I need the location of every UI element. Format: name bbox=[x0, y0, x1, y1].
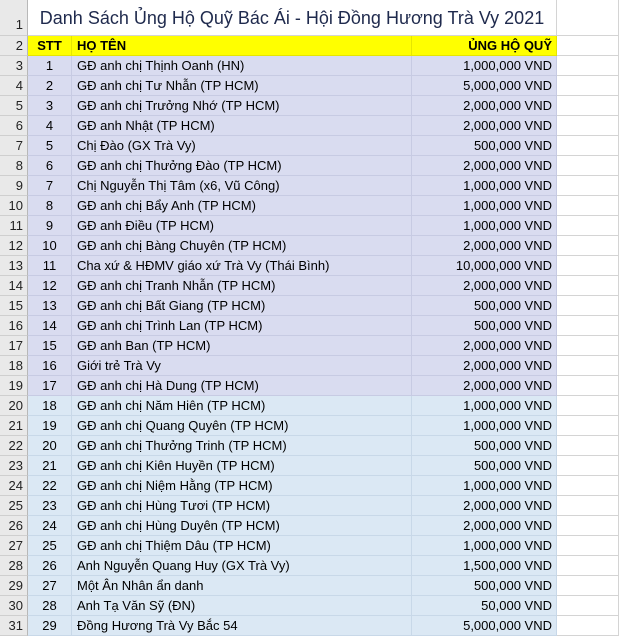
amount-cell[interactable]: 2,000,000 VND bbox=[412, 376, 557, 396]
stt-cell[interactable]: 29 bbox=[28, 616, 72, 636]
table-row bbox=[0, 416, 619, 436]
sheet-title[interactable]: Danh Sách Ủng Hộ Quỹ Bác Ái - Hội Đồng Hương Trà Vy 2021 bbox=[28, 0, 557, 36]
table-row bbox=[0, 576, 619, 596]
header-stt[interactable]: STT bbox=[28, 36, 72, 56]
empty-cell[interactable] bbox=[557, 196, 619, 216]
empty-cell[interactable] bbox=[557, 496, 619, 516]
row-header[interactable]: 1 bbox=[0, 0, 28, 36]
row-header[interactable]: 31 bbox=[0, 616, 28, 636]
stt-cell[interactable]: 12 bbox=[28, 276, 72, 296]
table-row bbox=[0, 296, 619, 316]
amount-cell[interactable]: 1,000,000 VND bbox=[412, 176, 557, 196]
amount-cell[interactable]: 500,000 VND bbox=[412, 136, 557, 156]
name-cell[interactable]: GĐ anh chị Hùng Duyên (TP HCM) bbox=[72, 516, 412, 536]
name-cell[interactable]: GĐ anh chị Quang Quyên (TP HCM) bbox=[72, 416, 412, 436]
empty-cell[interactable] bbox=[557, 236, 619, 256]
stt-cell[interactable]: 7 bbox=[28, 176, 72, 196]
row-header[interactable]: 18 bbox=[0, 356, 28, 376]
amount-cell[interactable]: 500,000 VND bbox=[412, 576, 557, 596]
table-row bbox=[0, 256, 619, 276]
stt-cell[interactable]: 16 bbox=[28, 356, 72, 376]
name-cell[interactable]: GĐ anh chị Trưởng Nhớ (TP HCM) bbox=[72, 96, 412, 116]
row-header[interactable]: 15 bbox=[0, 296, 28, 316]
amount-cell[interactable]: 1,000,000 VND bbox=[412, 416, 557, 436]
table-row bbox=[0, 176, 619, 196]
name-cell[interactable]: GĐ anh Điều (TP HCM) bbox=[72, 216, 412, 236]
empty-cell[interactable] bbox=[557, 376, 619, 396]
amount-cell[interactable]: 2,000,000 VND bbox=[412, 496, 557, 516]
table-row bbox=[0, 356, 619, 376]
row-header[interactable]: 20 bbox=[0, 396, 28, 416]
empty-cell[interactable] bbox=[557, 216, 619, 236]
stt-cell[interactable]: 26 bbox=[28, 556, 72, 576]
row-header[interactable]: 6 bbox=[0, 116, 28, 136]
stt-cell[interactable]: 3 bbox=[28, 96, 72, 116]
table-row bbox=[0, 56, 619, 76]
stt-cell[interactable]: 24 bbox=[28, 516, 72, 536]
empty-cell[interactable] bbox=[557, 76, 619, 96]
empty-cell[interactable] bbox=[557, 116, 619, 136]
row-header[interactable]: 7 bbox=[0, 136, 28, 156]
empty-cell[interactable] bbox=[557, 276, 619, 296]
empty-cell[interactable] bbox=[557, 536, 619, 556]
empty-cell[interactable] bbox=[557, 316, 619, 336]
stt-cell[interactable]: 15 bbox=[28, 336, 72, 356]
row-header[interactable]: 23 bbox=[0, 456, 28, 476]
stt-cell[interactable]: 13 bbox=[28, 296, 72, 316]
empty-cell[interactable] bbox=[557, 456, 619, 476]
stt-cell[interactable]: 28 bbox=[28, 596, 72, 616]
amount-cell[interactable]: 500,000 VND bbox=[412, 296, 557, 316]
empty-cell[interactable] bbox=[557, 516, 619, 536]
row-header[interactable]: 26 bbox=[0, 516, 28, 536]
row-header[interactable]: 2 bbox=[0, 36, 28, 56]
row-header[interactable]: 9 bbox=[0, 176, 28, 196]
amount-cell[interactable]: 1,000,000 VND bbox=[412, 196, 557, 216]
row-header[interactable]: 28 bbox=[0, 556, 28, 576]
stt-cell[interactable]: 20 bbox=[28, 436, 72, 456]
table-row bbox=[0, 456, 619, 476]
table-row bbox=[0, 396, 619, 416]
amount-cell[interactable]: 2,000,000 VND bbox=[412, 116, 557, 136]
stt-cell[interactable]: 6 bbox=[28, 156, 72, 176]
name-cell[interactable]: Chị Đào (GX Trà Vy) bbox=[72, 136, 412, 156]
stt-cell[interactable]: 14 bbox=[28, 316, 72, 336]
table-row bbox=[0, 136, 619, 156]
amount-cell[interactable]: 500,000 VND bbox=[412, 456, 557, 476]
row-header[interactable]: 4 bbox=[0, 76, 28, 96]
row-header[interactable]: 12 bbox=[0, 236, 28, 256]
name-cell[interactable]: GĐ anh chị Tư Nhẫn (TP HCM) bbox=[72, 76, 412, 96]
name-cell[interactable]: GĐ anh chị Bất Giang (TP HCM) bbox=[72, 296, 412, 316]
table-row bbox=[0, 496, 619, 516]
amount-cell[interactable]: 2,000,000 VND bbox=[412, 356, 557, 376]
table-row bbox=[0, 376, 619, 396]
table-row bbox=[0, 316, 619, 336]
name-cell[interactable]: Giới trẻ Trà Vy bbox=[72, 356, 412, 376]
name-cell[interactable]: GĐ anh chị Tranh Nhẫn (TP HCM) bbox=[72, 276, 412, 296]
name-cell[interactable]: GĐ anh chị Bẩy Anh (TP HCM) bbox=[72, 196, 412, 216]
amount-cell[interactable]: 500,000 VND bbox=[412, 436, 557, 456]
stt-cell[interactable]: 21 bbox=[28, 456, 72, 476]
row-header[interactable]: 30 bbox=[0, 596, 28, 616]
empty-cell[interactable] bbox=[557, 596, 619, 616]
stt-cell[interactable]: 4 bbox=[28, 116, 72, 136]
stt-cell[interactable]: 23 bbox=[28, 496, 72, 516]
empty-cell[interactable] bbox=[557, 336, 619, 356]
table-row bbox=[0, 536, 619, 556]
name-cell[interactable]: GĐ anh Ban (TP HCM) bbox=[72, 336, 412, 356]
amount-cell[interactable]: 1,000,000 VND bbox=[412, 536, 557, 556]
row-header[interactable]: 13 bbox=[0, 256, 28, 276]
stt-cell[interactable]: 25 bbox=[28, 536, 72, 556]
row-header[interactable]: 27 bbox=[0, 536, 28, 556]
header-amount[interactable]: ỦNG HỘ QUỸ bbox=[412, 36, 557, 56]
empty-cell[interactable] bbox=[557, 576, 619, 596]
amount-cell[interactable]: 1,000,000 VND bbox=[412, 396, 557, 416]
row-header[interactable]: 25 bbox=[0, 496, 28, 516]
table-row bbox=[0, 96, 619, 116]
amount-cell[interactable]: 10,000,000 VND bbox=[412, 256, 557, 276]
empty-cell[interactable] bbox=[557, 296, 619, 316]
row-header[interactable]: 14 bbox=[0, 276, 28, 296]
table-row bbox=[0, 156, 619, 176]
amount-cell[interactable]: 1,000,000 VND bbox=[412, 216, 557, 236]
table-row bbox=[0, 556, 619, 576]
stt-cell[interactable]: 17 bbox=[28, 376, 72, 396]
row-header[interactable]: 17 bbox=[0, 336, 28, 356]
amount-cell[interactable]: 2,000,000 VND bbox=[412, 96, 557, 116]
empty-cell[interactable] bbox=[557, 396, 619, 416]
empty-cell[interactable] bbox=[557, 436, 619, 456]
amount-cell[interactable]: 5,000,000 VND bbox=[412, 616, 557, 636]
empty-cell[interactable] bbox=[557, 156, 619, 176]
empty-cell[interactable] bbox=[557, 616, 619, 636]
row-header[interactable]: 29 bbox=[0, 576, 28, 596]
table-row bbox=[0, 236, 619, 256]
name-cell[interactable]: Đồng Hương Trà Vy Bắc 54 bbox=[72, 616, 412, 636]
table-row bbox=[0, 76, 619, 96]
empty-cell[interactable] bbox=[557, 356, 619, 376]
name-cell[interactable]: GĐ anh chị Thưởng Trinh (TP HCM) bbox=[72, 436, 412, 456]
name-cell[interactable]: GĐ anh chị Kiên Huyền (TP HCM) bbox=[72, 456, 412, 476]
empty-cell[interactable] bbox=[557, 0, 619, 36]
amount-cell[interactable]: 50,000 VND bbox=[412, 596, 557, 616]
stt-cell[interactable]: 1 bbox=[28, 56, 72, 76]
table-row bbox=[0, 516, 619, 536]
amount-cell[interactable]: 2,000,000 VND bbox=[412, 236, 557, 256]
empty-cell[interactable] bbox=[557, 256, 619, 276]
table-row bbox=[0, 276, 619, 296]
amount-cell[interactable]: 2,000,000 VND bbox=[412, 336, 557, 356]
table-row bbox=[0, 336, 619, 356]
table-row bbox=[0, 196, 619, 216]
name-cell[interactable]: GĐ anh chị Năm Hiên (TP HCM) bbox=[72, 396, 412, 416]
stt-cell[interactable]: 27 bbox=[28, 576, 72, 596]
row-header[interactable]: 11 bbox=[0, 216, 28, 236]
stt-cell[interactable]: 2 bbox=[28, 76, 72, 96]
row-header[interactable]: 8 bbox=[0, 156, 28, 176]
name-cell[interactable]: Một Ân Nhân ẩn danh bbox=[72, 576, 412, 596]
empty-cell[interactable] bbox=[557, 56, 619, 76]
table-row bbox=[0, 116, 619, 136]
empty-cell[interactable] bbox=[557, 96, 619, 116]
stt-cell[interactable]: 10 bbox=[28, 236, 72, 256]
header-name[interactable]: HỌ TÊN bbox=[72, 36, 412, 56]
title-row bbox=[0, 0, 619, 36]
amount-cell[interactable]: 500,000 VND bbox=[412, 316, 557, 336]
table-row bbox=[0, 216, 619, 236]
row-header[interactable]: 21 bbox=[0, 416, 28, 436]
header-row bbox=[0, 36, 619, 56]
amount-cell[interactable]: 2,000,000 VND bbox=[412, 276, 557, 296]
empty-cell[interactable] bbox=[557, 476, 619, 496]
amount-cell[interactable]: 1,000,000 VND bbox=[412, 56, 557, 76]
table-row bbox=[0, 436, 619, 456]
stt-cell[interactable]: 8 bbox=[28, 196, 72, 216]
name-cell[interactable]: GĐ anh chị Niệm Hằng (TP HCM) bbox=[72, 476, 412, 496]
name-cell[interactable]: GĐ anh chị Hùng Tươi (TP HCM) bbox=[72, 496, 412, 516]
table-row bbox=[0, 596, 619, 616]
row-header[interactable]: 3 bbox=[0, 56, 28, 76]
name-cell[interactable]: GĐ anh Nhật (TP HCM) bbox=[72, 116, 412, 136]
amount-cell[interactable]: 5,000,000 VND bbox=[412, 76, 557, 96]
row-header[interactable]: 16 bbox=[0, 316, 28, 336]
stt-cell[interactable]: 5 bbox=[28, 136, 72, 156]
row-header[interactable]: 19 bbox=[0, 376, 28, 396]
empty-cell[interactable] bbox=[557, 36, 619, 56]
stt-cell[interactable]: 18 bbox=[28, 396, 72, 416]
name-cell[interactable]: GĐ anh chị Thiệm Dâu (TP HCM) bbox=[72, 536, 412, 556]
empty-cell[interactable] bbox=[557, 416, 619, 436]
name-cell[interactable]: GĐ anh chị Thịnh Oanh (HN) bbox=[72, 56, 412, 76]
name-cell[interactable]: GĐ anh chị Trình Lan (TP HCM) bbox=[72, 316, 412, 336]
table-row bbox=[0, 616, 619, 636]
name-cell[interactable]: Anh Tạ Văn Sỹ (ĐN) bbox=[72, 596, 412, 616]
stt-cell[interactable]: 11 bbox=[28, 256, 72, 276]
row-header[interactable]: 5 bbox=[0, 96, 28, 116]
amount-cell[interactable]: 2,000,000 VND bbox=[412, 516, 557, 536]
row-header[interactable]: 10 bbox=[0, 196, 28, 216]
name-cell[interactable]: Cha xứ & HĐMV giáo xứ Trà Vy (Thái Bình) bbox=[72, 256, 412, 276]
empty-cell[interactable] bbox=[557, 556, 619, 576]
table-row bbox=[0, 476, 619, 496]
name-cell[interactable]: GĐ anh chị Bàng Chuyên (TP HCM) bbox=[72, 236, 412, 256]
name-cell[interactable]: GĐ anh chị Thưởng Đào (TP HCM) bbox=[72, 156, 412, 176]
name-cell[interactable]: Anh Nguyễn Quang Huy (GX Trà Vy) bbox=[72, 556, 412, 576]
name-cell[interactable]: GĐ anh chị Hà Dung (TP HCM) bbox=[72, 376, 412, 396]
row-header[interactable]: 22 bbox=[0, 436, 28, 456]
amount-cell[interactable]: 1,000,000 VND bbox=[412, 476, 557, 496]
row-header[interactable]: 24 bbox=[0, 476, 28, 496]
name-cell[interactable]: Chị Nguyễn Thị Tâm (x6, Vũ Công) bbox=[72, 176, 412, 196]
amount-cell[interactable]: 1,500,000 VND bbox=[412, 556, 557, 576]
stt-cell[interactable]: 22 bbox=[28, 476, 72, 496]
stt-cell[interactable]: 19 bbox=[28, 416, 72, 436]
empty-cell[interactable] bbox=[557, 136, 619, 156]
stt-cell[interactable]: 9 bbox=[28, 216, 72, 236]
empty-cell[interactable] bbox=[557, 176, 619, 196]
amount-cell[interactable]: 2,000,000 VND bbox=[412, 156, 557, 176]
